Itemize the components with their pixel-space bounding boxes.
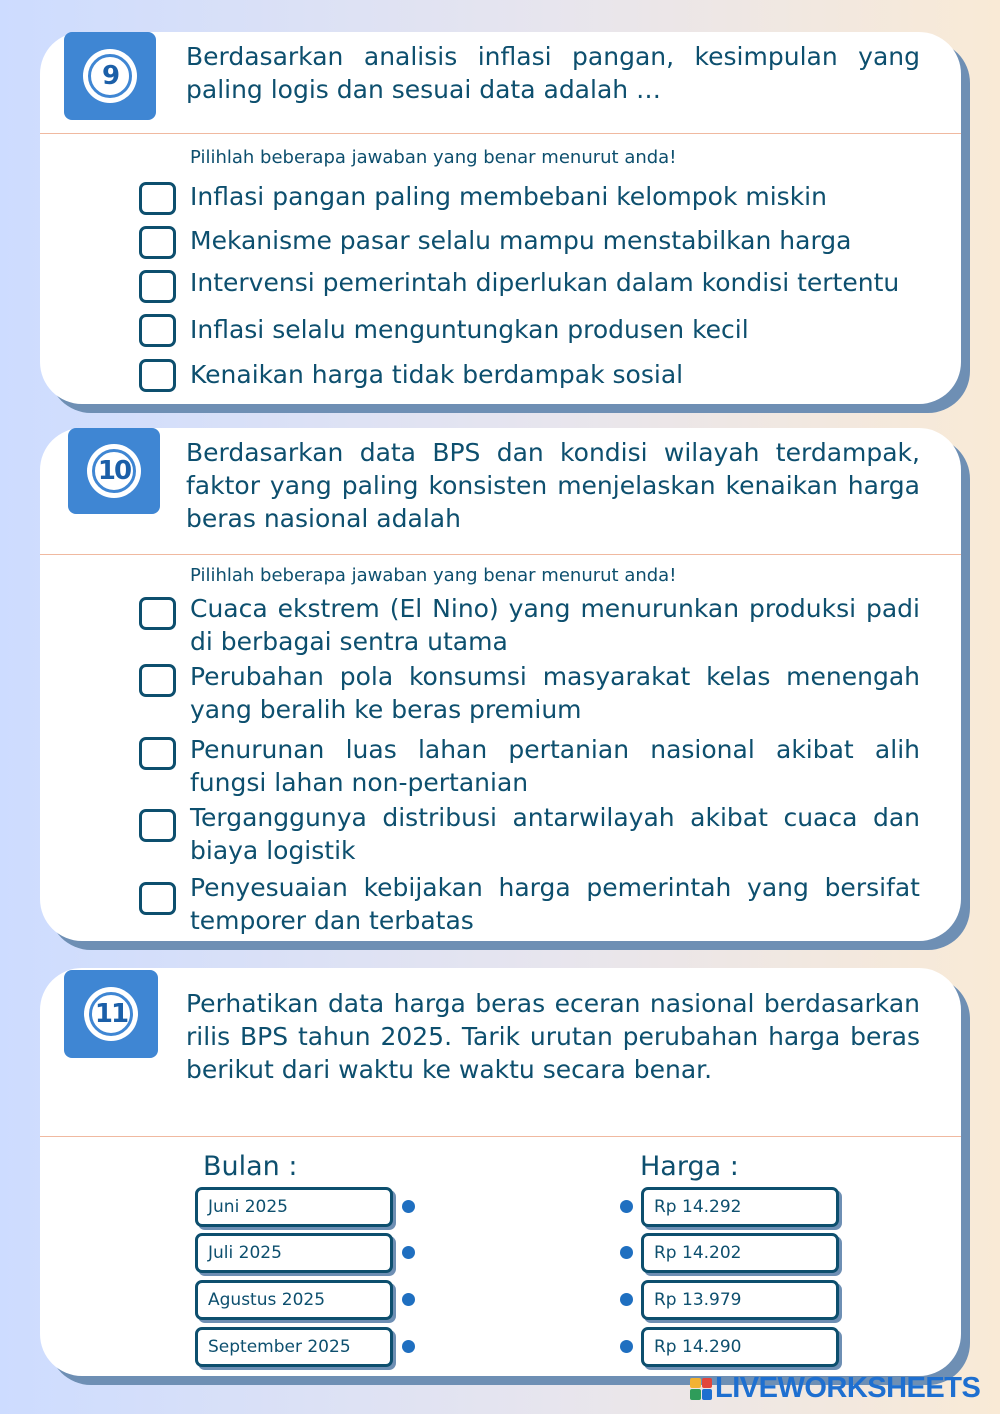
card-divider xyxy=(40,1136,961,1137)
month-box[interactable]: Juni 2025 xyxy=(195,1187,393,1227)
option-label: Inflasi selalu menguntungkan produsen kecil xyxy=(190,315,749,344)
option-checkbox[interactable] xyxy=(139,270,176,303)
instruction-text: Pilihlah beberapa jawaban yang benar menurut anda! xyxy=(190,565,677,586)
price-connector-dot[interactable] xyxy=(620,1293,633,1306)
question-text: Berdasarkan data BPS dan kondisi wilayah terdampak, faktor yang paling konsisten menjelaskan kenaikan harga beras nasional adalah xyxy=(186,438,920,533)
option-label: Cuaca ekstrem (El Nino) yang menurunkan produksi padi di berbagai sentra utama xyxy=(190,594,920,656)
month-connector-dot[interactable] xyxy=(402,1293,415,1306)
price-box[interactable]: Rp 13.979 xyxy=(641,1280,839,1320)
price-box[interactable]: Rp 14.290 xyxy=(641,1327,839,1367)
price-box[interactable]: Rp 14.292 xyxy=(641,1187,839,1227)
option-label: Penurunan luas lahan pertanian nasional akibat alih fungsi lahan non-pertanian xyxy=(190,735,920,797)
option-label: Mekanisme pasar selalu mampu menstabilkan harga xyxy=(190,226,852,255)
option-label: Terganggunya distribusi antarwilayah akibat cuaca dan biaya logistik xyxy=(190,803,920,865)
liveworksheets-logo xyxy=(690,1372,980,1405)
price-connector-dot[interactable] xyxy=(620,1340,633,1353)
option-label: Kenaikan harga tidak berdampak sosial xyxy=(190,360,684,389)
question-number: 11 xyxy=(89,992,133,1036)
option-checkbox[interactable] xyxy=(139,882,176,915)
month-box[interactable]: September 2025 xyxy=(195,1327,393,1367)
month-box[interactable]: Juli 2025 xyxy=(195,1233,393,1273)
month-connector-dot[interactable] xyxy=(402,1200,415,1213)
option-label: Intervensi pemerintah diperlukan dalam kondisi tertentu xyxy=(190,268,900,297)
option-checkbox[interactable] xyxy=(139,359,176,392)
question-number: 9 xyxy=(88,54,132,98)
month-column-label: Bulan : xyxy=(203,1151,298,1182)
option-checkbox[interactable] xyxy=(139,182,176,215)
option-checkbox[interactable] xyxy=(139,664,176,697)
question-text: Perhatikan data harga beras eceran nasional berdasarkan rilis BPS tahun 2025. Tarik urutan perubahan harga beras berikut dari waktu ke waktu secara benar. xyxy=(186,989,920,1084)
question-number-badge xyxy=(64,32,156,120)
month-connector-dot[interactable] xyxy=(402,1340,415,1353)
option-checkbox[interactable] xyxy=(139,737,176,770)
price-connector-dot[interactable] xyxy=(620,1246,633,1259)
option-checkbox[interactable] xyxy=(139,314,176,347)
logo-icon xyxy=(690,1378,712,1400)
price-box[interactable]: Rp 14.202 xyxy=(641,1233,839,1273)
instruction-text: Pilihlah beberapa jawaban yang benar menurut anda! xyxy=(190,147,677,168)
price-connector-dot[interactable] xyxy=(620,1200,633,1213)
month-connector-dot[interactable] xyxy=(402,1246,415,1259)
option-checkbox[interactable] xyxy=(139,226,176,259)
month-box[interactable]: Agustus 2025 xyxy=(195,1280,393,1320)
question-number-badge xyxy=(68,428,160,514)
question-number-badge xyxy=(64,970,158,1058)
price-column-label: Harga : xyxy=(640,1151,739,1182)
card-divider xyxy=(40,554,961,555)
question-number: 10 xyxy=(92,449,136,493)
option-label: Penyesuaian kebijakan harga pemerintah yang bersifat temporer dan terbatas xyxy=(190,873,920,935)
question-text: Berdasarkan analisis inflasi pangan, kesimpulan yang paling logis dan sesuai data adalah … xyxy=(186,42,920,104)
option-label: Inflasi pangan paling membebani kelompok miskin xyxy=(190,182,827,211)
card-divider xyxy=(40,133,961,134)
option-checkbox[interactable] xyxy=(139,597,176,630)
option-label: Perubahan pola konsumsi masyarakat kelas menengah yang beralih ke beras premium xyxy=(190,662,920,724)
logo-text: LIVEWORKSHEETS xyxy=(715,1372,981,1404)
option-checkbox[interactable] xyxy=(139,809,176,842)
